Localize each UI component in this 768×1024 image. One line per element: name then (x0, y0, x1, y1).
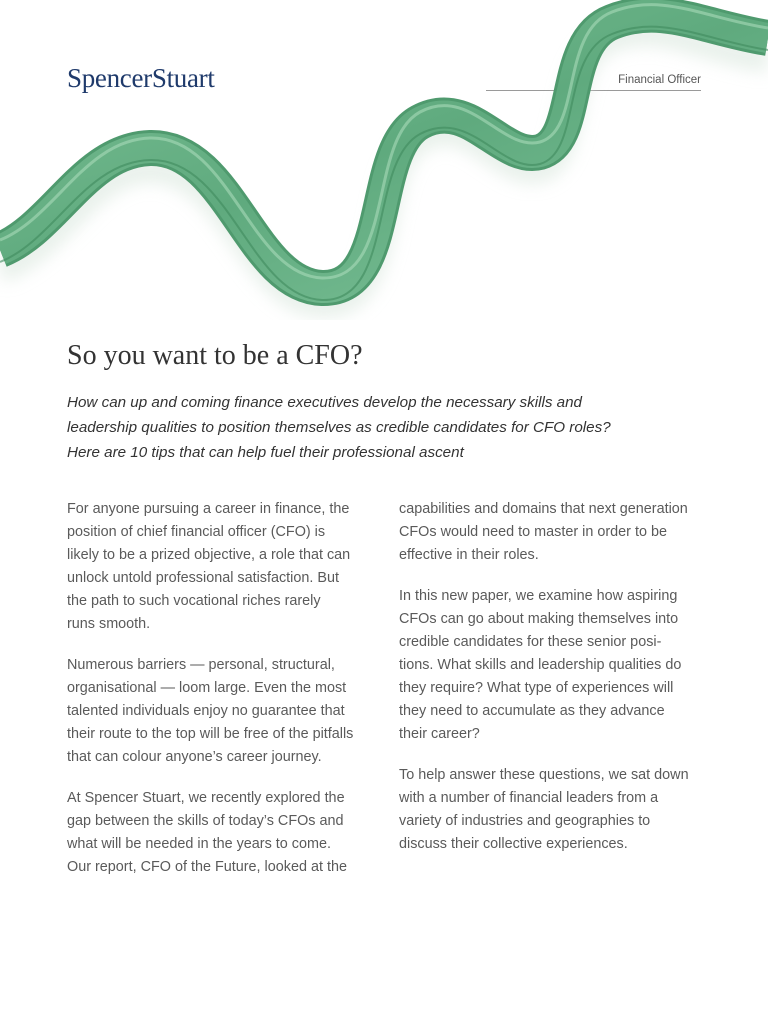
body-line: with a number of financial leaders from a (399, 790, 659, 806)
body-line: CFOs would need to master in order to be (399, 524, 667, 540)
body-line: that can colour anyone’s career journey. (67, 749, 322, 765)
body-line: organisational — loom large. Even the most (67, 680, 347, 696)
body-paragraph (67, 787, 367, 879)
body-line: Our report, CFO of the Future, looked at the (67, 859, 347, 875)
green-ribbon-illustration (0, 0, 768, 320)
body-line: gap between the skills of today’s CFOs and (67, 813, 344, 829)
article-intro (67, 390, 677, 465)
body-line: discuss their collective experiences. (399, 836, 628, 852)
body-line: To help answer these questions, we sat down (399, 767, 689, 783)
section-label: Financial Officer (618, 74, 701, 86)
body-paragraph (399, 498, 699, 567)
body-line: their route to the top will be free of the pitfalls (67, 726, 354, 742)
body-column-right (399, 498, 699, 874)
body-line: likely to be a prized objective, a role that can (67, 547, 351, 563)
intro-line: How can up and coming finance executives develop the necessary skills and (67, 394, 582, 411)
body-paragraph (399, 585, 699, 746)
body-line: they need to accumulate as they advance (399, 703, 665, 719)
body-line: variety of industries and geographies to (399, 813, 651, 829)
body-paragraph (399, 764, 699, 856)
body-line: credible candidates for these senior posi- (399, 634, 662, 650)
body-line: their career? (399, 726, 480, 742)
body-line: In this new paper, we examine how aspiring (399, 588, 678, 604)
company-logo: SpencerStuart (67, 63, 215, 93)
body-line: capabilities and domains that next generation (399, 501, 688, 517)
body-line: Numerous barriers — personal, structural, (67, 657, 335, 673)
body-line: unlock untold professional satisfaction. But (67, 570, 339, 586)
body-line: talented individuals enjoy no guarantee that (67, 703, 345, 719)
body-line: effective in their roles. (399, 547, 539, 563)
body-line: At Spencer Stuart, we recently explored the (67, 790, 345, 806)
article-title: So you want to be a CFO? (67, 340, 363, 371)
body-line: position of chief financial officer (CFO) is (67, 524, 326, 540)
body-line: runs smooth. (67, 616, 151, 632)
body-line: the path to such vocational riches rarely (67, 593, 321, 609)
body-paragraph (67, 498, 367, 636)
body-line: tions. What skills and leadership qualities do (399, 657, 682, 673)
body-paragraph (67, 654, 367, 769)
body-line: what will be needed in the years to come. (67, 836, 331, 852)
body-line: they require? What type of experiences will (399, 680, 674, 696)
intro-line: Here are 10 tips that can help fuel their professional ascent (67, 444, 464, 461)
body-line: For anyone pursuing a career in finance, the (67, 501, 350, 517)
body-column-left (67, 498, 367, 897)
body-line: CFOs can go about making themselves into (399, 611, 679, 627)
intro-line: leadership qualities to position themselves as credible candidates for CFO roles? (67, 419, 611, 436)
